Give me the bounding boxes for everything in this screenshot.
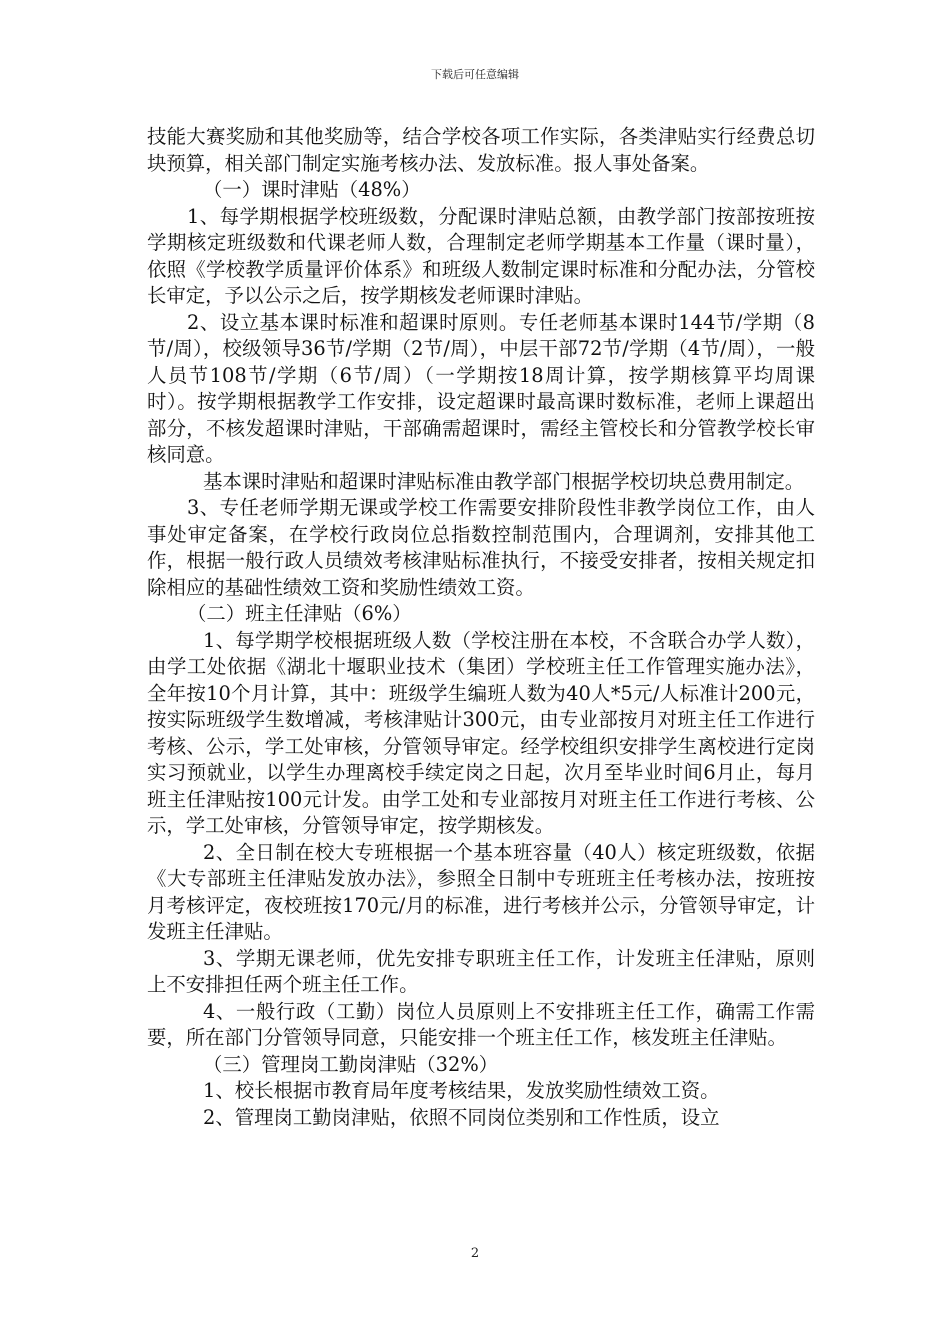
paragraph: 2、管理岗工勤岗津贴，依照不同岗位类别和工作性质，设立 [203, 1105, 720, 1129]
paragraph: 1、每学期学校根据班级人数（学校注册在本校，不含联合办学人数），由学工处依据《湖北十堰职业技术（集团）学校班主任工作管理实施办法》，全年按10个月计算，其中：班级学生编班人数为40人*5元/人标准计200元，按实际班级学生数增减，考核津贴计300元，由专业部按月对班主任工作进行考核、公示，学工处审核，分管领导审定。经学校组织安排学生离校进行定岗实习预就业，以学生办理离校手续定岗之日起，次月至毕业时间6月止，每月班主任津贴按100元计发。由学工处和专业部按月对班主任工作进行考核、公示，学工处审核，分管领导审定，按学期核发。 [147, 628, 815, 837]
paragraph: 3、学期无课老师，优先安排专职班主任工作，计发班主任津贴，原则上不安排担任两个班主任工作。 [147, 946, 815, 996]
paragraph: 2、设立基本课时标准和超课时原则。专任老师基本课时144节/学期（8节/周），校级领导36节/学期（2节/周），中层干部72节/学期（4节/周），一般人员节108节/学期（6节/周）（一学期按18周计算，按学期核算平均周课时）。按学期根据教学工作安排，设定超课时最高课时数标准，老师上课超出部分，不核发超课时津贴，干部确需超课时，需经主管校长和分管教学校长审核同意。 [147, 310, 815, 466]
document-body [147, 124, 815, 1131]
paragraph: 1、校长根据市教育局年度考核结果，发放奖励性绩效工资。 [203, 1079, 720, 1102]
section-heading: （二）班主任津贴（6%） [187, 602, 412, 625]
section-heading: （一）课时津贴（48%） [203, 178, 421, 201]
paragraph: 技能大赛奖励和其他奖励等，结合学校各项工作实际，各类津贴实行经费总切块预算，相关部门制定实施考核办法、发放标准。报人事处备案。 [147, 125, 815, 175]
paragraph: 2、全日制在校大专班根据一个基本班容量（40人）核定班级数，依据《大专部班主任津贴发放办法》，参照全日制中专班班主任考核办法，按班按月考核评定，夜校班按170元/月的标准，进行考核并公示，分管领导审定，计发班主任津贴。 [147, 840, 815, 943]
paragraph: 基本课时津贴和超课时津贴标准由教学部门根据学校切块总费用制定。 [203, 469, 805, 493]
paragraph: 3、专任老师学期无课或学校工作需要安排阶段性非教学岗位工作，由人事处审定备案，在学校行政岗位总指数控制范围内，合理调剂，安排其他工作，根据一般行政人员绩效考核津贴标准执行，不接受安排者，按相关规定扣除相应的基础性绩效工资和奖励性绩效工资。 [147, 496, 815, 599]
page-number: 2 [470, 1246, 480, 1261]
paragraph: 4、一般行政（工勤）岗位人员原则上不安排班主任工作，确需工作需要，所在部门分管领导同意，只能安排一个班主任工作，核发班主任津贴。 [147, 999, 815, 1049]
page-header: 下载后可任意编辑 [431, 68, 519, 81]
paragraph: 1、每学期根据学校班级数，分配课时津贴总额，由教学部门按部按班按学期核定班级数和代课老师人数，合理制定老师学期基本工作量（课时量），依照《学校教学质量评价体系》和班级人数制定课时标准和分配办法，分管校长审定，予以公示之后，按学期核发老师课时津贴。 [147, 204, 815, 307]
section-heading: （三）管理岗工勤岗津贴（32%） [203, 1052, 499, 1076]
